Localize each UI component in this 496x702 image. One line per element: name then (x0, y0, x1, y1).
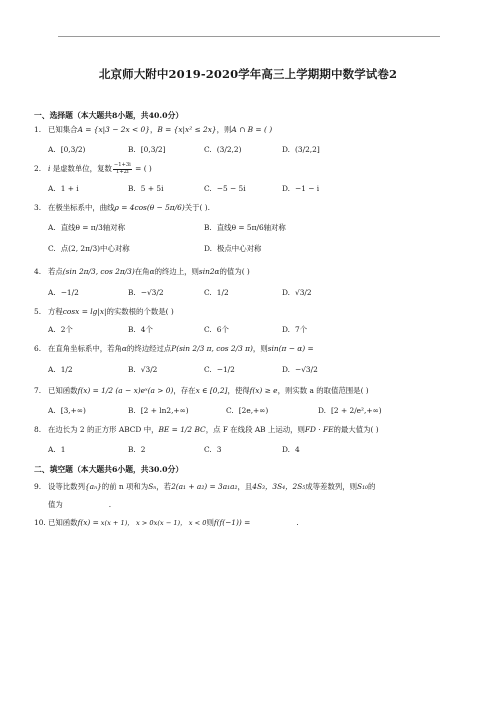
option-label: A. (48, 325, 56, 334)
option-label: A. (48, 288, 56, 297)
option-a[interactable] (48, 222, 125, 234)
option-text: 4个 (140, 325, 153, 334)
option-label: C. (204, 365, 212, 374)
option-text: [2e,+∞) (238, 406, 269, 415)
option-label: B. (128, 145, 136, 154)
option-d[interactable] (282, 364, 318, 376)
option-label: D. (282, 288, 291, 297)
math-expr: sin2α (198, 267, 220, 276)
option-text: √3/2 (295, 288, 312, 297)
option-d[interactable] (282, 287, 312, 299)
option-label: A. (48, 184, 56, 193)
option-b[interactable] (128, 183, 163, 195)
question-text: . (296, 518, 299, 527)
option-c[interactable] (204, 144, 241, 156)
option-label: A. (48, 445, 56, 454)
option-label: D. (318, 406, 327, 415)
math-expr: (sin 2π/3, cos 2π/3) (62, 267, 135, 276)
option-c[interactable] (204, 183, 246, 195)
question-text: 在极坐标系中，曲线 (48, 203, 115, 212)
option-a[interactable] (48, 444, 65, 456)
question-text: 的终边上，则 (154, 267, 199, 276)
option-label: C. (204, 288, 212, 297)
option-text: √3/2 (140, 365, 158, 374)
option-label: B. (128, 445, 136, 454)
option-text: 4 (295, 445, 300, 454)
option-text: 直线θ = π/3轴对称 (60, 223, 126, 232)
math-expr: i (48, 164, 51, 174)
option-text: 7个 (295, 325, 308, 334)
question-text: 关于( ). (184, 203, 210, 212)
option-label: D. (282, 145, 291, 154)
math-expr: α (121, 344, 127, 353)
option-label: D. (282, 365, 291, 374)
question-2 (34, 163, 152, 175)
option-b[interactable] (128, 364, 157, 376)
math-expr: 2(a₁ + a₂) = 3a₁a₂ (171, 482, 238, 491)
option-text: −1/2 (60, 288, 79, 297)
option-label: D. (282, 184, 291, 193)
option-text: 点(2, 2π/3)中心对称 (60, 244, 130, 253)
option-text: [2 + ln2,+∞) (140, 406, 189, 415)
option-label: D. (282, 445, 291, 454)
option-text: 极点中心对称 (217, 244, 262, 253)
question-text: ，若 (156, 482, 172, 491)
question-4 (34, 266, 250, 278)
question-text: ，存在 (173, 386, 196, 395)
option-label: C. (204, 145, 212, 154)
question-text: 若点 (48, 267, 63, 276)
option-a[interactable] (48, 183, 79, 195)
option-text: 5 + 5i (140, 184, 164, 193)
option-a[interactable] (48, 287, 79, 299)
option-d[interactable] (282, 183, 319, 195)
option-text: (3/2,2] (295, 145, 320, 154)
question-text: ，则 (252, 344, 268, 353)
math-expr: x ∈ [0,2] (195, 386, 228, 395)
question-number: 2. (34, 164, 42, 174)
option-label: C. (204, 184, 212, 193)
option-text: [3,+∞) (60, 406, 86, 415)
question-7 (34, 385, 369, 397)
question-text: 已知集合 (48, 125, 78, 134)
question-text: 成等差数列，则 (305, 482, 358, 491)
option-label: B. (128, 406, 136, 415)
option-d[interactable] (282, 144, 320, 156)
option-label: B. (128, 288, 136, 297)
option-c[interactable] (204, 364, 235, 376)
question-text: 的终边经过点 (126, 344, 172, 353)
option-label: A. (48, 223, 56, 232)
question-text: 是虚数单位，复数 (50, 164, 112, 174)
question-text: 值为 (48, 500, 63, 509)
option-text: 6个 (216, 325, 229, 334)
option-d[interactable] (282, 324, 307, 336)
question-text: 的前 n 项和为 (101, 482, 149, 491)
question-number: 4. (34, 267, 42, 276)
option-d[interactable] (282, 444, 300, 456)
option-label: C. (204, 445, 212, 454)
math-expr: BE = 1/2 BC (158, 425, 206, 434)
period: . (108, 500, 112, 509)
option-b[interactable] (128, 287, 164, 299)
question-text: 在角 (134, 267, 150, 276)
option-label: B. (204, 223, 212, 232)
option-text: [2 + 2/e²,+∞) (331, 406, 382, 415)
question-text: ， (149, 125, 158, 134)
option-text: 1/2 (60, 365, 73, 374)
question-number: 10. (34, 518, 46, 527)
option-text: −1/2 (216, 365, 235, 374)
option-text: 1 (60, 445, 66, 454)
fraction (113, 163, 132, 175)
question-text: 则 (206, 518, 214, 527)
math-expr: P(sin 2/3 π, cos 2/3 π) (171, 344, 253, 353)
option-text: 3 (216, 445, 222, 454)
question-number: 7. (34, 386, 42, 395)
option-text: −1 − i (295, 184, 320, 193)
option-text: −5 − 5i (216, 184, 246, 193)
option-b[interactable] (128, 324, 153, 336)
option-label: A. (48, 145, 56, 154)
question-5 (34, 306, 174, 318)
question-text: 设等比数列 (48, 482, 85, 491)
question-number: 1. (34, 125, 42, 134)
question-text: ，则实数 a 的取值范围是( ) (277, 386, 369, 395)
question-text: ，使得 (227, 386, 250, 395)
section-heading-fill: 二、填空题（本大题共6小题，共30.0分） (34, 465, 184, 474)
question-1 (34, 124, 272, 136)
question-number: 6. (34, 344, 42, 353)
option-a[interactable] (48, 364, 73, 376)
math-expr: ρ = 4cos(θ − 5π/6) (114, 203, 185, 212)
option-label: C. (204, 325, 212, 334)
option-text: 2 (140, 445, 146, 454)
math-expr: A ∩ B = ( ) (231, 125, 273, 134)
option-b[interactable] (128, 405, 189, 417)
question-text: 方程 (48, 307, 63, 316)
option-label: C. (48, 244, 56, 253)
page-title: 北京师大附中2019-2020学年高三上学期期中数学试卷2 (98, 67, 398, 81)
math-expr: f(f(−1)) = (213, 518, 251, 527)
question-3 (34, 202, 210, 214)
question-10 (34, 517, 299, 529)
math-expr: sin(π − α) = (267, 344, 314, 353)
question-text: = ( ) (132, 164, 152, 174)
question-text: 的实数根的个数是( ) (106, 307, 174, 316)
option-text: 2个 (60, 325, 73, 334)
question-text: 在直角坐标系中，若角 (48, 344, 122, 353)
piecewise-cases (101, 520, 207, 527)
option-label: D. (204, 244, 213, 253)
question-8 (34, 424, 379, 436)
option-label: A. (48, 365, 56, 374)
question-9 (34, 481, 375, 493)
option-a[interactable] (48, 144, 85, 156)
question-text: 已知函数 (48, 518, 78, 527)
math-expr: cosx = lg|x| (62, 307, 107, 316)
question-text: 的值为( ) (219, 267, 250, 276)
option-c[interactable] (204, 444, 221, 456)
option-c[interactable] (226, 405, 268, 417)
option-c[interactable] (204, 287, 229, 299)
option-label: C. (226, 406, 234, 415)
question-text: 在边长为 2 的正方形 ABCD 中， (48, 425, 159, 434)
question-text: ，则 (216, 125, 232, 134)
option-text: 直线θ = 5π/6轴对称 (216, 223, 286, 232)
case-2: x(x − 1)， x < 0 (153, 518, 207, 527)
question-text: ，且 (237, 482, 253, 491)
math-expr: FD · FE (304, 425, 334, 434)
top-rule (58, 36, 440, 37)
denominator: 1+2i (116, 168, 129, 175)
option-b[interactable] (128, 144, 166, 156)
math-expr: Sₙ (148, 482, 157, 491)
option-label: B. (128, 365, 136, 374)
math-expr: {aₙ} (84, 482, 102, 491)
option-text: [0,3/2) (60, 145, 86, 154)
math-expr: f(x) ≥ e (249, 386, 278, 395)
option-a[interactable] (48, 324, 73, 336)
math-expr: α (149, 267, 155, 276)
question-number: 9. (34, 482, 42, 491)
option-label: B. (128, 184, 136, 193)
math-expr: f(x) = (77, 518, 99, 527)
case-1: x(x + 1)， x > 0 (100, 518, 154, 527)
option-text: [0,3/2] (140, 145, 166, 154)
option-a[interactable] (48, 405, 86, 417)
option-label: D. (282, 325, 291, 334)
option-text: −√3/2 (295, 365, 318, 374)
math-expr: 4S₃，3S₄，2S₅ (252, 482, 306, 491)
option-text: (3/2,2) (216, 145, 242, 154)
question-text: 的 (368, 482, 376, 491)
option-text: 1/2 (216, 288, 229, 297)
option-label: A. (48, 406, 56, 415)
option-d[interactable] (318, 405, 382, 417)
option-label: B. (128, 325, 136, 334)
option-b[interactable] (128, 444, 145, 456)
math-expr: S₁₀ (357, 482, 369, 491)
question-6 (34, 343, 314, 355)
math-expr: f(x) = 1/2 (a − x)eˣ(a > 0) (77, 386, 174, 395)
question-text: 的最大值为( ) (333, 425, 379, 434)
math-expr: A = {x|3 − 2x < 0} (77, 125, 150, 134)
question-text: ，点 F 在线段 AB 上运动，则 (205, 425, 305, 434)
numerator: −1+3i (113, 162, 131, 168)
question-text: 已知函数 (48, 386, 78, 395)
question-number: 3. (34, 203, 42, 212)
section-heading-choice: 一、选择题（本大题共8小题，共40.0分） (34, 111, 184, 120)
option-d[interactable] (204, 243, 261, 255)
math-expr: B = {x|x² ≤ 2x} (157, 125, 217, 134)
option-text: −√3/2 (140, 288, 164, 297)
question-number: 8. (34, 425, 42, 434)
option-text: 1 + i (60, 184, 79, 193)
option-c[interactable] (48, 243, 130, 255)
option-b[interactable] (204, 222, 286, 234)
question-9-line-2 (48, 499, 111, 511)
question-number: 5. (34, 307, 42, 316)
option-c[interactable] (204, 324, 229, 336)
